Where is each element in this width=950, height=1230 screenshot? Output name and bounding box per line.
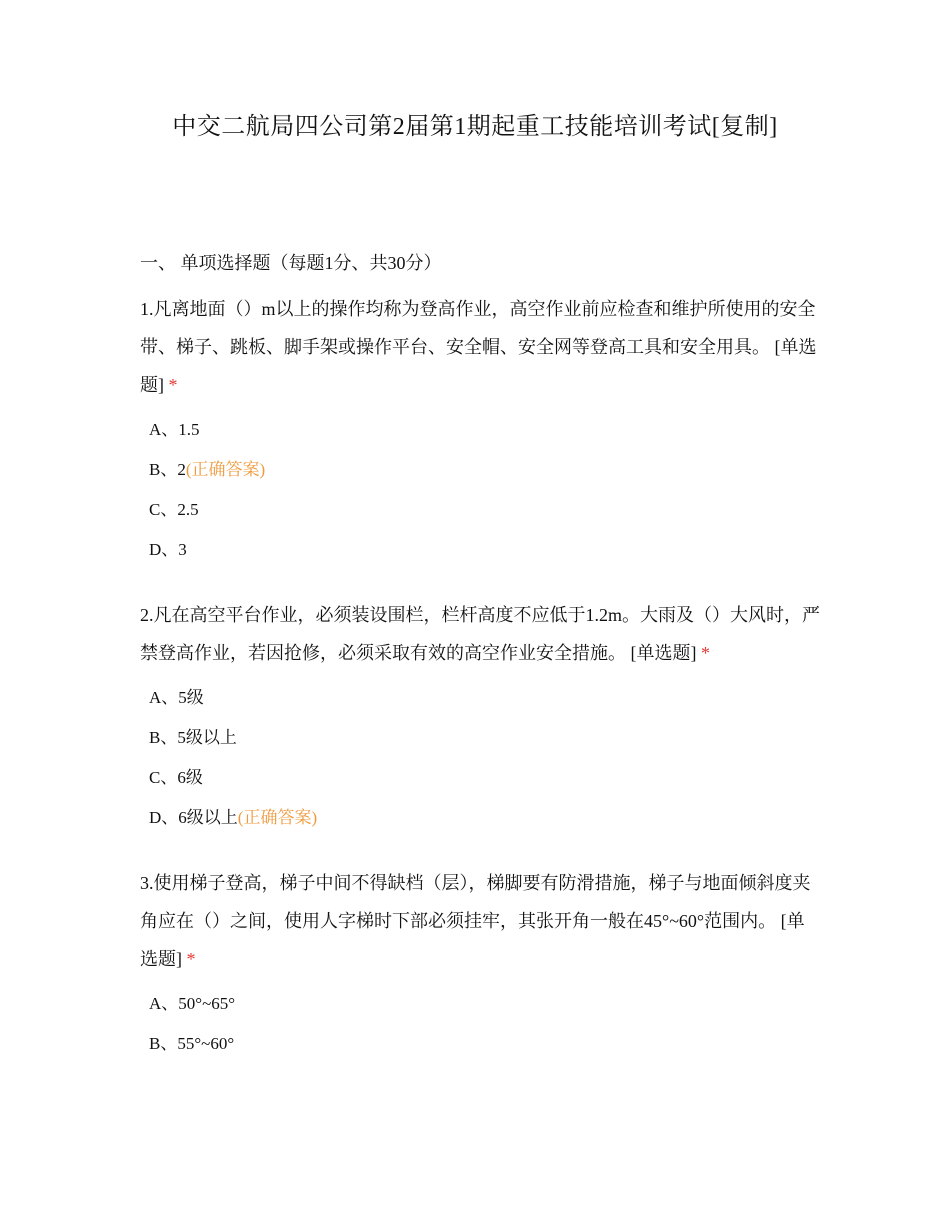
required-star: * xyxy=(168,375,178,395)
option-a[interactable]: A、5级 xyxy=(149,688,204,707)
question-3 xyxy=(140,864,820,1064)
section-title: 一、 单项选择题（每题1分、共30分） xyxy=(140,253,442,273)
question-text: 凡在高空平台作业，必须装设围栏，栏杆高度不应低于1.2m。大雨及（）大风时，严禁登高作业，若因抢修，必须采取有效的高空作业安全措施。 xyxy=(140,605,820,663)
question-stem xyxy=(140,290,820,404)
question-number: 1. xyxy=(140,299,154,319)
option-d[interactable]: D、6级以上(正确答案) xyxy=(149,808,318,827)
question-stem xyxy=(140,596,820,672)
question-text: 凡离地面（）m以上的操作均称为登高作业，高空作业前应检查和维护所使用的安全带、梯子、跳板、脚手架或操作平台、安全帽、安全网等登高工具和安全用具。 xyxy=(140,299,816,357)
question-number: 3. xyxy=(140,873,154,893)
survey-content xyxy=(140,246,820,1064)
option-a[interactable]: A、1.5 xyxy=(149,420,200,439)
option-b[interactable]: B、2(正确答案) xyxy=(149,460,266,479)
question-stem xyxy=(140,864,820,978)
option-list xyxy=(140,410,820,570)
option-b[interactable]: B、5级以上 xyxy=(149,728,237,747)
option-list xyxy=(140,678,820,838)
required-star: * xyxy=(186,949,196,969)
correct-answer-tag: (正确答案) xyxy=(237,808,318,827)
option-a[interactable]: A、50°~65° xyxy=(149,994,236,1013)
option-c[interactable]: C、2.5 xyxy=(149,500,199,519)
option-d[interactable]: D、3 xyxy=(149,540,187,559)
option-list xyxy=(140,984,820,1064)
correct-answer-tag: (正确答案) xyxy=(185,460,266,479)
option-c[interactable]: C、6级 xyxy=(149,768,203,787)
required-star: * xyxy=(701,643,710,663)
question-type-label: [单选题] xyxy=(140,337,817,395)
question-number: 2. xyxy=(140,605,154,625)
question-type-label: [单选题] xyxy=(140,911,805,969)
page-title: 中交二航局四公司第2届第1期起重工技能培训考试[复制] xyxy=(172,114,778,140)
question-type-label: [单选题] xyxy=(630,643,697,663)
question-text: 使用梯子登高，梯子中间不得缺档（层），梯脚要有防滑措施，梯子与地面倾斜度夹角应在（）之间，使用人字梯时下部必须挂牢，其张开角一般在45°~60°范围内。 xyxy=(140,873,811,931)
question-1 xyxy=(140,290,820,570)
question-2 xyxy=(140,596,820,838)
option-b[interactable]: B、55°~60° xyxy=(149,1034,235,1053)
